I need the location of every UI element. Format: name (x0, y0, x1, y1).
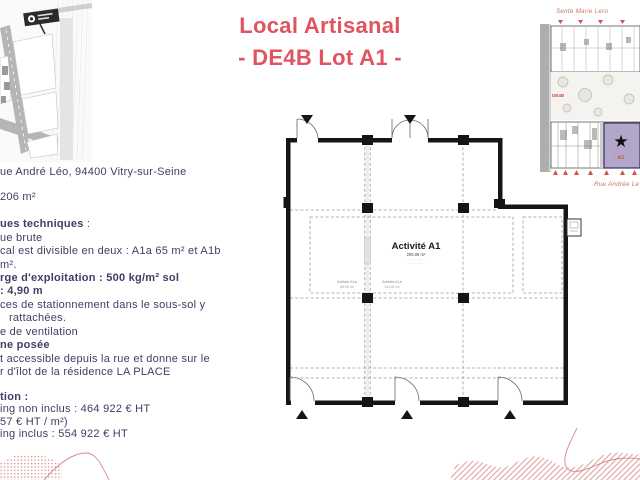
site-red-ticks-top (558, 20, 625, 24)
plan-sub-b-label: Activité A1b (382, 280, 402, 284)
price-heading: tion : (0, 391, 29, 403)
site-street-strip (540, 24, 549, 172)
street-label-top: Sente Marie Lero (556, 8, 609, 15)
tech-line: rattachées. (9, 312, 67, 324)
star-icon: ★ (613, 132, 629, 151)
tech-line: e de ventilation (0, 326, 78, 338)
site-lower-building (551, 122, 640, 168)
plan-partition-strip (366, 142, 370, 401)
decor-dot-shape (0, 454, 62, 480)
decor-hatch-shape (450, 453, 640, 480)
plan-fine-print: · ···· ····· (410, 261, 422, 265)
plan-duct-box (567, 219, 581, 236)
site-courtyard (551, 72, 640, 120)
tech-line: t accessible depuis la rue et donne sur le (0, 353, 210, 365)
price-line: ing inclus : 554 922 € HT (0, 428, 128, 440)
tech-line: cal est divisible en deux : A1a 65 m² et A1b (0, 245, 221, 257)
tech-line: r d'îlot de la résidence LA PLACE (0, 366, 171, 378)
plan-doors-bottom (290, 377, 522, 401)
plan-sub-a-label: Activité A1a (337, 280, 357, 284)
tech-line: rge d'exploitation : 500 kg/m² sol (0, 272, 180, 284)
plan-columns (284, 135, 506, 407)
plan-entrance-markers (296, 115, 516, 419)
street-label-bottom: Rue Andrée Le (594, 181, 640, 188)
tech-line: m². (0, 259, 17, 271)
page-title-line2: - DE4B Lot A1 - (238, 45, 402, 70)
plan-sub-b-area: 141.01 m² (384, 285, 400, 289)
decor-dots-bottom-left (0, 428, 220, 480)
tech-heading: ues techniques : (0, 218, 91, 230)
plan-fine-print: ··· ····· ······· (407, 257, 425, 262)
site-unit-a1-label: · A1 · (614, 155, 628, 161)
plan-sub-a-area: 65.05 m² (340, 285, 354, 289)
site-red-markers-bottom (553, 170, 637, 175)
site-block-label: DE4B (552, 93, 565, 98)
decor-hatch-bottom-right (430, 424, 640, 480)
plan-unit-area: 206.06 m² (406, 252, 426, 257)
site-upper-building (551, 20, 640, 72)
page-title-line1: Local Artisanal (239, 13, 401, 38)
address-line: ue André Léo, 94400 Vitry-sur-Seine (0, 166, 187, 178)
site-plan-thumbnail (518, 0, 640, 196)
plan-partition-detail (365, 238, 371, 264)
surface-line: 206 m² (0, 191, 36, 203)
tech-line: ces de stationnement dans le sous-sol y (0, 299, 206, 311)
location-map-thumbnail (0, 0, 92, 162)
plan-unit-label: Activité A1 (391, 241, 441, 252)
tech-line: ue brute (0, 232, 43, 244)
tech-line: ne posée (0, 339, 50, 351)
tech-line: : 4,90 m (0, 285, 43, 297)
price-line: 57 € HT / m²) (0, 416, 68, 428)
price-line: ing non inclus : 464 922 € HT (0, 403, 151, 415)
